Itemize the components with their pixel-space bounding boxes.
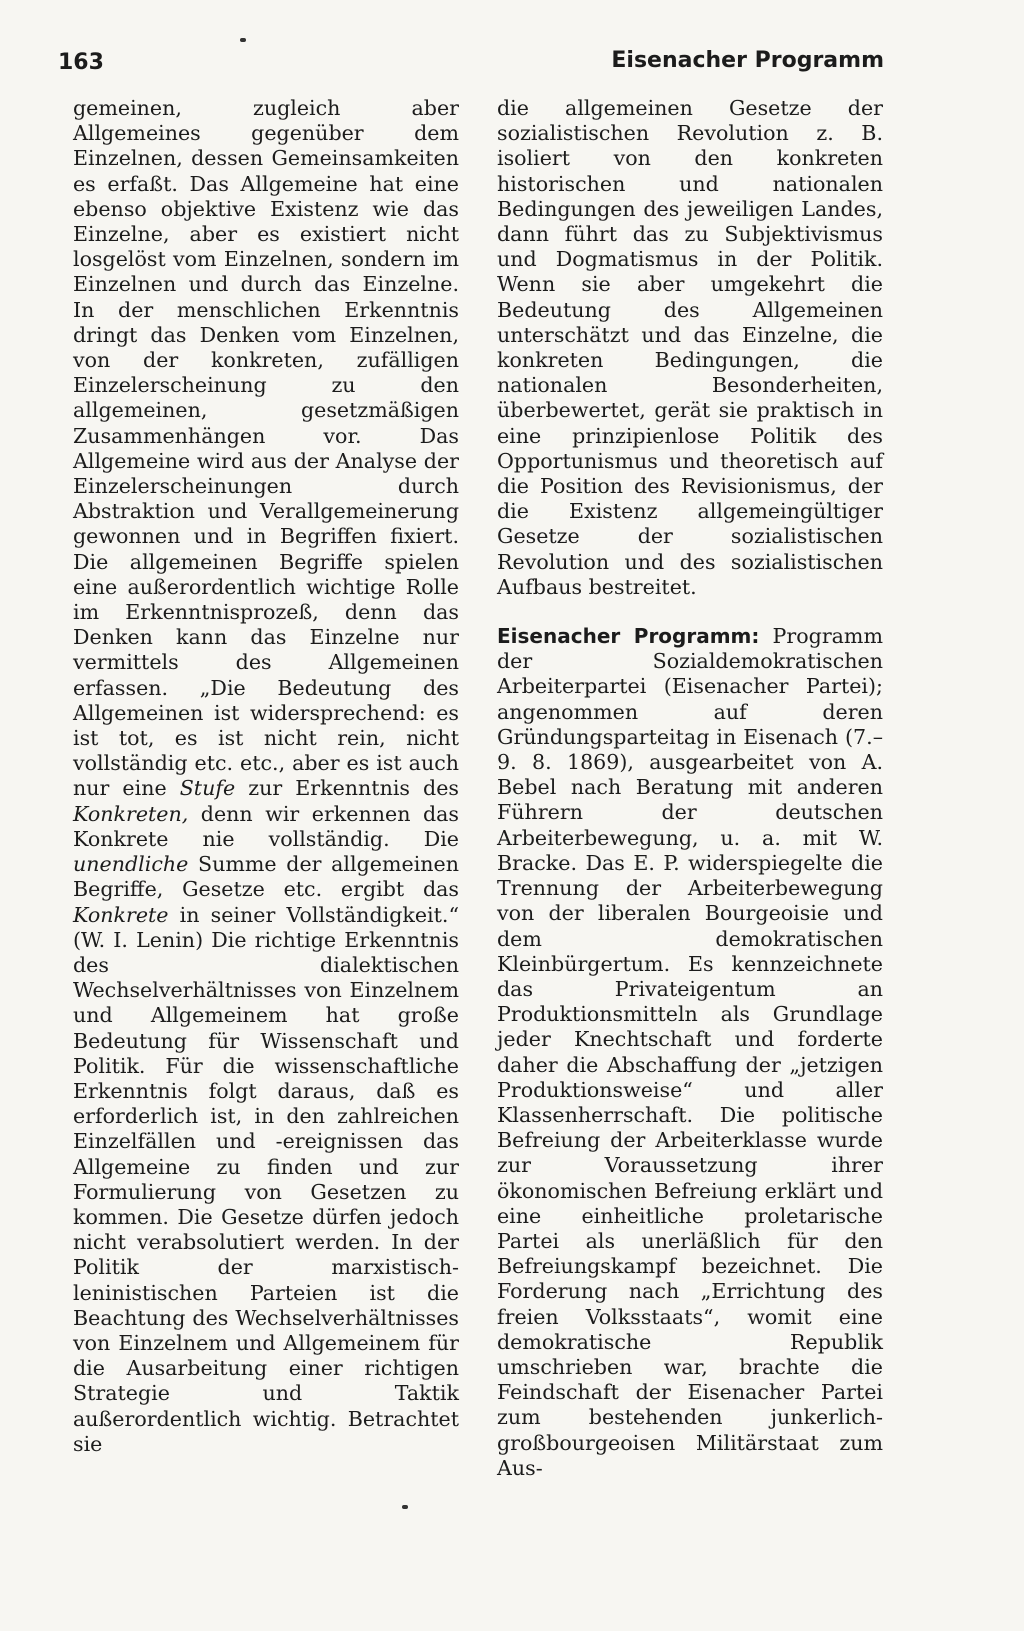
print-speck xyxy=(240,38,246,42)
emphasis: Konkreten, xyxy=(73,801,189,826)
emphasis: Konkrete xyxy=(73,902,169,927)
page-number: 163 xyxy=(58,50,104,75)
entry-text: Programm der Sozialdemokratischen Arbeiterpartei (Eisenacher Partei); angenommen auf deren Gründungsparteitag in Eisenach (7.–9. 8. 1869), ausgearbeitet von A. Bebel nach Beratung mit anderen Führern der deutschen Arbeiterbewegung, u. a. mit W. Bracke. Das E. P. widerspiegelte die Trennung der Arbeiterbewegung von der liberalen Bourgeoisie und dem demokratischen Kleinbürgertum. Es kennzeichnete das Privateigentum an Produktionsmitteln als Grundlage jeder Knechtschaft und forderte daher die Abschaffung der „jetzigen Produktionsweise“ und aller Klassenherrschaft. Die politische Befreiung der Arbeiterklasse wurde zur Voraussetzung ihrer ökonomischen Befreiung erklärt und eine einheitliche proletarische Partei als unerläßlich für den Befreiungskampf bezeichnet. Die Forderung nach „Errichtung des freien Volksstaats“, womit eine demokratische Republik umschrieben war, brachte die Feindschaft der Eisenacher Partei zum bestehenden junkerlich-großbourgeoisen Militärstaat zum Aus- xyxy=(497,624,883,1480)
emphasis: Stufe xyxy=(179,776,236,801)
text-run: gemeinen, zugleich aber Allgemeines gegenüber dem Einzelnen, dessen Gemeinsamkeiten es erfaßt. Das Allgemeine hat eine ebenso objektive Existenz wie das Einzelne, aber es existiert nicht losgelöst vom Einzelnen, sondern im Einzelnen und durch das Einzelne. In der menschlichen Erkenntnis dringt das Denken vom Einzelnen, von der konkreten, zufälligen Einzelerscheinung zu den allgemeinen, gesetzmäßigen Zusammenhängen vor. Das Allgemeine wird aus der Analyse der Einzelerscheinungen durch Abstraktion und Verallgemeinerung gewonnen und in Begriffen fixiert. Die allgemeinen Begriffe spielen eine außerordentlich wichtige Rolle im Erkenntnisprozeß, denn das Denken kann das Einzelne nur vermittels des Allgemeinen erfassen. „Die Bedeutung des Allgemeinen ist widersprechend: es ist tot, es ist nicht rein, nicht vollständig etc. etc., aber es ist auch nur eine xyxy=(73,96,459,801)
right-column xyxy=(497,96,883,1481)
text-run: Summe der allgemeinen Begriffe, Gesetze etc. ergibt das xyxy=(73,852,459,902)
page-header xyxy=(58,44,884,84)
text-run: denn wir erkennen das Konkrete nie vollständig. Die xyxy=(73,801,459,851)
print-speck xyxy=(402,1505,408,1509)
emphasis: unendliche xyxy=(73,852,189,877)
running-head: Eisenacher Programm xyxy=(611,48,884,73)
left-column xyxy=(73,96,459,1457)
right-paragraph: die allgemeinen Gesetze der sozialistischen Revolution z. B. isoliert von den konkreten historischen und nationalen Bedingungen des jeweiligen Landes, dann führt das zu Subjektivismus und Dogmatismus in der Politik. Wenn sie aber umgekehrt die Bedeutung des Allgemeinen unterschätzt und das Einzelne, die konkreten Bedingungen, die nationalen Besonderheiten, überbewertet, gerät sie praktisch in eine prinzipienlose Politik des Opportunismus und theoretisch auf die Position des Revisionismus, der die Existenz allgemeingültiger Gesetze der sozialistischen Revolution und des sozialistischen Aufbaus bestreitet. xyxy=(497,96,883,599)
text-run: in seiner Vollständigkeit.“ (W. I. Lenin) Die richtige Erkenntnis des dialektischen Wechselverhältnisses von Einzelnem und Allgemeinem hat große Bedeutung für Wissenschaft und Politik. Für die wissenschaftliche Erkenntnis folgt daraus, daß es erforderlich ist, in den zahlreichen Einzelfällen und -ereignissen das Allgemeine zu finden und zur Formulierung von Gesetzen zu kommen. Die Gesetze dürfen jedoch nicht verabsolutiert werden. In der Politik der marxistisch-leninistischen Parteien ist die Beachtung des Wechselverhältnisses von Einzelnem und Allgemeinem für die Ausarbeitung einer richtigen Strategie und Taktik außerordentlich wichtig. Betrachtet sie xyxy=(73,902,459,1456)
text-run: zur Erkenntnis des xyxy=(235,776,459,801)
left-paragraph xyxy=(73,96,459,1457)
dictionary-entry xyxy=(497,624,883,1481)
entry-lemma: Eisenacher Programm: xyxy=(497,624,760,649)
